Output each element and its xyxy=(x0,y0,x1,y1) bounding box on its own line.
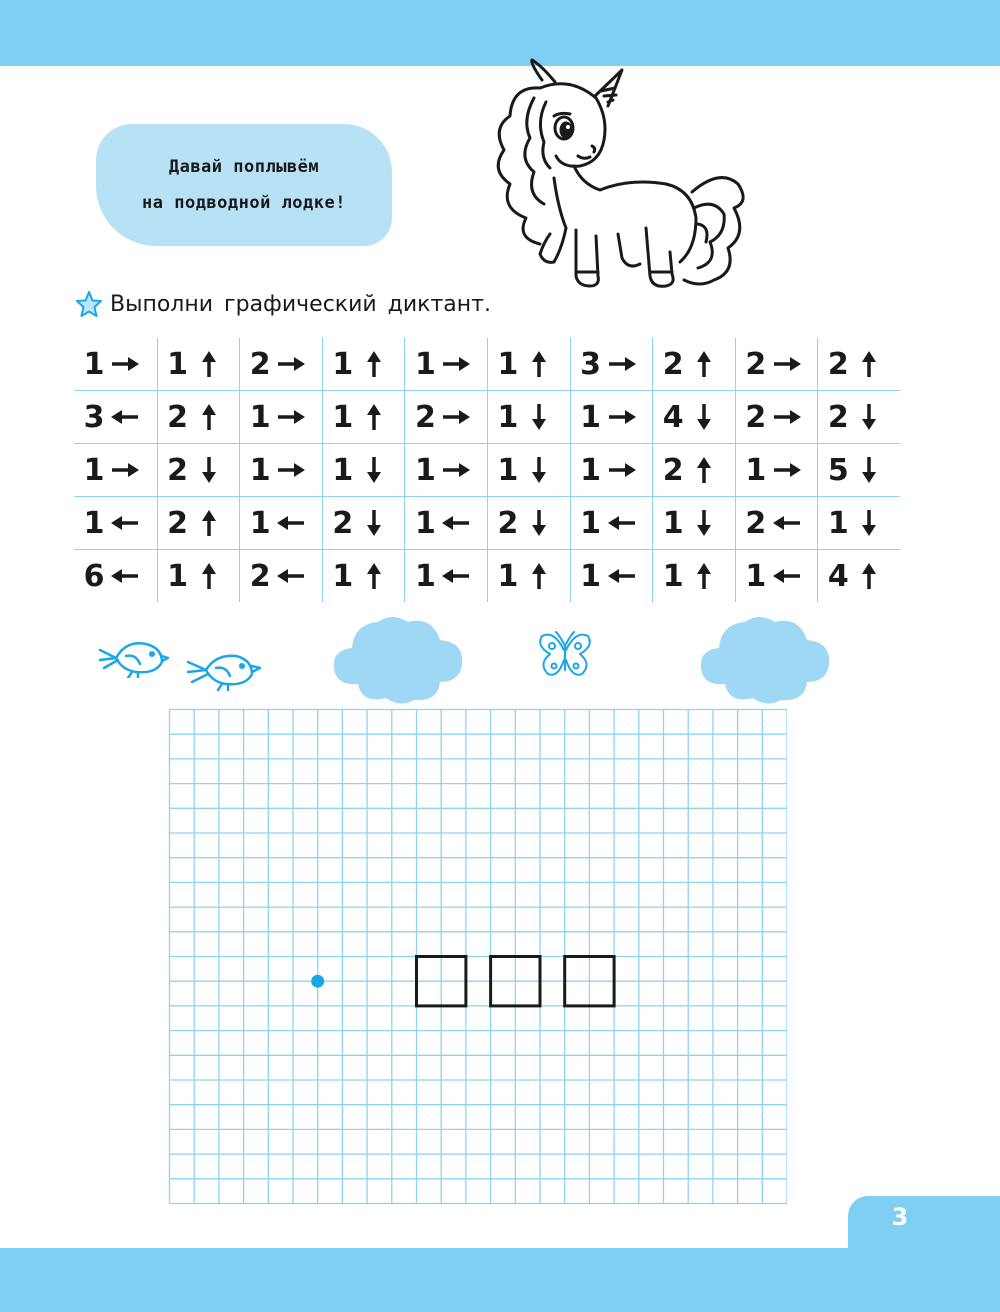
step-count: 1 xyxy=(249,505,271,541)
arrow-up-icon xyxy=(190,561,228,591)
step-count: 1 xyxy=(745,452,767,488)
step-count: 1 xyxy=(332,399,354,435)
arrow-down-icon xyxy=(520,402,558,432)
arrow-down-icon xyxy=(355,508,393,538)
page-number: 3 xyxy=(891,1203,909,1231)
dictation-step xyxy=(74,444,157,496)
dictation-step xyxy=(74,338,157,390)
step-count: 1 xyxy=(662,505,684,541)
arrow-right-icon xyxy=(437,349,475,379)
step-count: 2 xyxy=(662,452,684,488)
arrow-up-icon xyxy=(520,561,558,591)
arrow-up-icon xyxy=(520,349,558,379)
dictation-step xyxy=(570,497,653,549)
arrow-left-icon xyxy=(603,508,641,538)
dictation-step xyxy=(487,338,570,390)
dictation-row xyxy=(74,444,900,497)
dictation-step xyxy=(652,391,735,443)
dictation-step xyxy=(817,391,900,443)
step-count: 2 xyxy=(827,399,849,435)
step-count: 1 xyxy=(83,505,105,541)
arrow-down-icon xyxy=(520,508,558,538)
arrow-up-icon xyxy=(685,349,723,379)
dictation-row xyxy=(74,497,900,550)
dictation-step xyxy=(74,550,157,602)
step-count: 2 xyxy=(332,505,354,541)
step-count: 1 xyxy=(827,505,849,541)
dictation-step xyxy=(487,550,570,602)
arrow-right-icon xyxy=(768,402,806,432)
dictation-step xyxy=(157,444,240,496)
dictation-step xyxy=(404,338,487,390)
step-count: 1 xyxy=(332,558,354,594)
arrow-left-icon xyxy=(272,561,310,591)
dictation-step xyxy=(404,550,487,602)
bird-icon xyxy=(184,648,262,692)
arrow-right-icon xyxy=(272,349,310,379)
arrow-right-icon xyxy=(106,455,144,485)
arrow-left-icon xyxy=(603,561,641,591)
dictation-step xyxy=(322,550,405,602)
dictation-step xyxy=(735,338,818,390)
step-count: 1 xyxy=(580,558,601,594)
step-count: 1 xyxy=(414,346,436,382)
dictation-step xyxy=(74,391,157,443)
dictation-table xyxy=(74,338,900,602)
arrow-right-icon xyxy=(768,455,806,485)
step-count: 2 xyxy=(745,346,767,382)
step-count: 1 xyxy=(249,399,271,435)
step-count: 4 xyxy=(827,558,849,594)
arrow-up-icon xyxy=(355,349,393,379)
arrow-right-icon xyxy=(603,349,641,379)
step-count: 2 xyxy=(497,505,519,541)
dictation-step xyxy=(735,550,818,602)
dictation-step xyxy=(652,550,735,602)
arrow-down-icon xyxy=(685,402,723,432)
dictation-step xyxy=(817,444,900,496)
step-count: 1 xyxy=(580,399,601,435)
bubble-line-2: на подводной лодке! xyxy=(142,193,346,213)
dictation-step xyxy=(157,497,240,549)
task-text: Выполни графический диктант. xyxy=(110,291,491,317)
arrow-left-icon xyxy=(272,508,310,538)
step-count: 2 xyxy=(167,505,189,541)
bubble-line-1: Давай поплывём xyxy=(168,157,320,177)
arrow-up-icon xyxy=(850,561,888,591)
dictation-step xyxy=(570,338,653,390)
bottom-band xyxy=(0,1248,1000,1312)
arrow-left-icon xyxy=(768,561,806,591)
arrow-up-icon xyxy=(685,455,723,485)
step-count: 1 xyxy=(249,452,271,488)
unicorn-illustration xyxy=(470,58,750,300)
task-instruction xyxy=(76,286,491,322)
arrow-right-icon xyxy=(768,349,806,379)
step-count: 2 xyxy=(745,505,767,541)
dictation-row xyxy=(74,391,900,444)
dictation-step xyxy=(322,391,405,443)
step-count: 2 xyxy=(167,452,189,488)
step-count: 1 xyxy=(167,558,189,594)
step-count: 1 xyxy=(745,558,767,594)
arrow-left-icon xyxy=(106,561,144,591)
step-count: 2 xyxy=(414,399,436,435)
arrow-right-icon xyxy=(603,402,641,432)
arrow-up-icon xyxy=(355,402,393,432)
arrow-down-icon xyxy=(520,455,558,485)
dictation-step xyxy=(652,497,735,549)
arrow-right-icon xyxy=(603,455,641,485)
step-count: 1 xyxy=(662,558,684,594)
star-icon xyxy=(76,291,102,317)
step-count: 1 xyxy=(414,452,436,488)
step-count: 2 xyxy=(827,346,849,382)
step-count: 1 xyxy=(83,346,105,382)
dictation-step xyxy=(404,391,487,443)
arrow-left-icon xyxy=(768,508,806,538)
dictation-row xyxy=(74,338,900,391)
step-count: 1 xyxy=(497,399,519,435)
step-count: 1 xyxy=(414,558,436,594)
arrow-down-icon xyxy=(685,508,723,538)
speech-bubble xyxy=(96,124,392,246)
dictation-step xyxy=(735,444,818,496)
step-count: 2 xyxy=(249,558,271,594)
dot-grid-worksheet[interactable] xyxy=(168,708,787,1205)
dictation-step xyxy=(239,391,322,443)
arrow-down-icon xyxy=(190,455,228,485)
top-band xyxy=(0,0,1000,66)
arrow-right-icon xyxy=(437,402,475,432)
dictation-step xyxy=(239,338,322,390)
dictation-step xyxy=(157,338,240,390)
dictation-row xyxy=(74,550,900,602)
arrow-right-icon xyxy=(272,402,310,432)
dictation-step xyxy=(652,338,735,390)
arrow-left-icon xyxy=(437,508,475,538)
dictation-step xyxy=(157,550,240,602)
step-count: 2 xyxy=(745,399,767,435)
step-count: 3 xyxy=(83,399,105,435)
dictation-step xyxy=(817,338,900,390)
step-count: 1 xyxy=(497,346,519,382)
step-count: 1 xyxy=(167,346,189,382)
step-count: 1 xyxy=(332,452,354,488)
dictation-step xyxy=(322,338,405,390)
dictation-step xyxy=(322,444,405,496)
step-count: 2 xyxy=(249,346,271,382)
arrow-down-icon xyxy=(850,402,888,432)
step-count: 1 xyxy=(580,452,601,488)
arrow-down-icon xyxy=(850,508,888,538)
cloud-icon xyxy=(694,612,836,704)
dictation-step xyxy=(74,497,157,549)
start-dot xyxy=(311,975,324,988)
dictation-step xyxy=(735,497,818,549)
step-count: 5 xyxy=(827,452,849,488)
arrow-up-icon xyxy=(190,508,228,538)
step-count: 2 xyxy=(662,346,684,382)
arrow-right-icon xyxy=(437,455,475,485)
dictation-step xyxy=(404,444,487,496)
arrow-right-icon xyxy=(272,455,310,485)
dictation-step xyxy=(652,444,735,496)
dictation-step xyxy=(735,391,818,443)
dictation-step xyxy=(157,391,240,443)
step-count: 2 xyxy=(167,399,189,435)
dictation-step xyxy=(404,497,487,549)
arrow-left-icon xyxy=(106,402,144,432)
bird-icon xyxy=(96,632,170,678)
arrow-up-icon xyxy=(190,402,228,432)
step-count: 1 xyxy=(414,505,436,541)
dictation-step xyxy=(239,497,322,549)
cloud-icon xyxy=(328,612,468,704)
arrow-up-icon xyxy=(190,349,228,379)
arrow-right-icon xyxy=(106,349,144,379)
dictation-step xyxy=(570,550,653,602)
step-count: 6 xyxy=(83,558,105,594)
butterfly-icon xyxy=(534,624,596,686)
dictation-step xyxy=(817,550,900,602)
dictation-step xyxy=(487,444,570,496)
arrow-down-icon xyxy=(355,455,393,485)
dictation-step xyxy=(239,550,322,602)
dictation-step xyxy=(487,497,570,549)
dictation-step xyxy=(817,497,900,549)
dictation-step xyxy=(487,391,570,443)
arrow-up-icon xyxy=(850,349,888,379)
dictation-step xyxy=(322,497,405,549)
step-count: 4 xyxy=(662,399,684,435)
dictation-step xyxy=(570,444,653,496)
arrow-down-icon xyxy=(850,455,888,485)
step-count: 1 xyxy=(497,452,519,488)
step-count: 1 xyxy=(580,505,601,541)
step-count: 1 xyxy=(332,346,354,382)
step-count: 3 xyxy=(580,346,601,382)
dictation-step xyxy=(570,391,653,443)
step-count: 1 xyxy=(497,558,519,594)
arrow-left-icon xyxy=(437,561,475,591)
arrow-up-icon xyxy=(685,561,723,591)
arrow-left-icon xyxy=(106,508,144,538)
arrow-up-icon xyxy=(355,561,393,591)
dictation-step xyxy=(239,444,322,496)
step-count: 1 xyxy=(83,452,105,488)
